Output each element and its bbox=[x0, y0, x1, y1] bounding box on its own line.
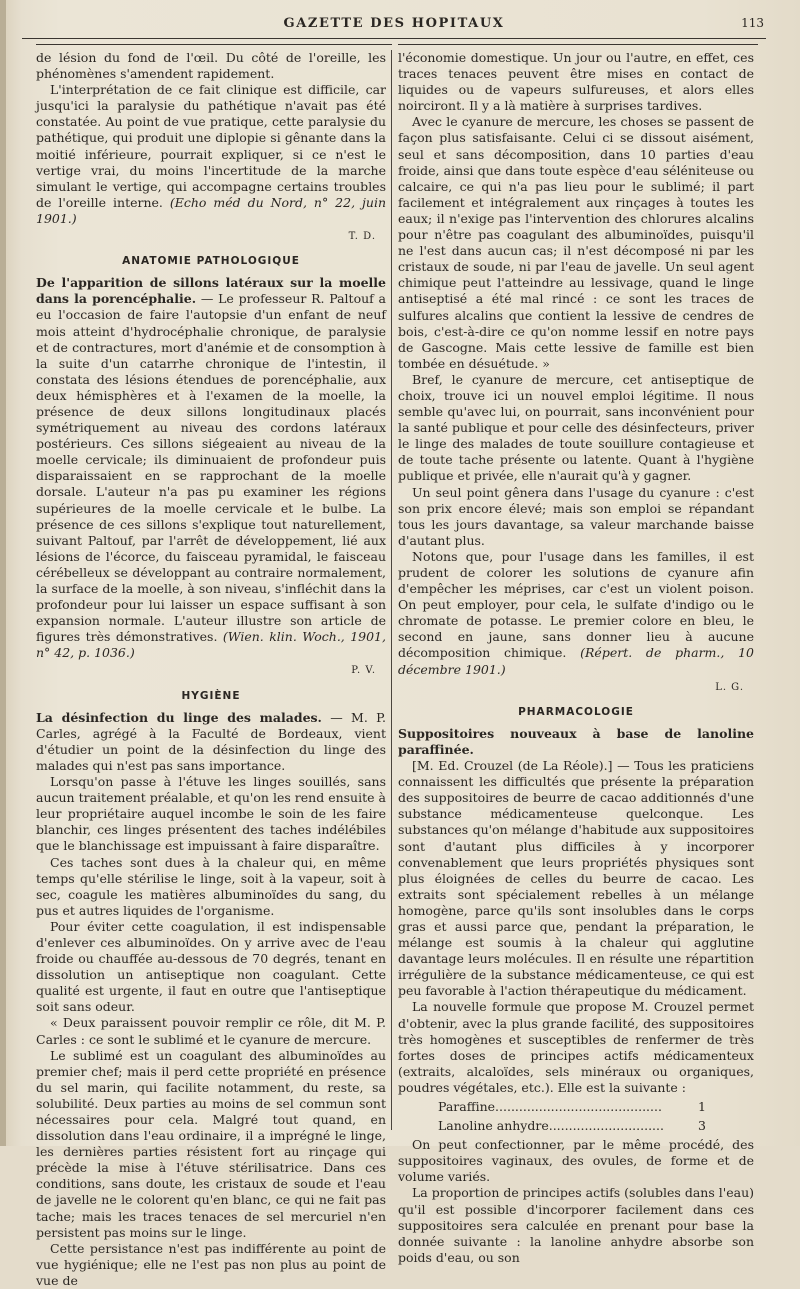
author-signature: T. D. bbox=[348, 231, 376, 243]
page-binding-edge bbox=[0, 0, 6, 1146]
paragraph: « Deux paraissent pouvoir remplir ce rôle, dit M. P. Carles : ce sont le sublimé et le cyanure de mercure. bbox=[36, 1015, 386, 1047]
left-column bbox=[36, 50, 386, 1289]
paragraph: Pour éviter cette coagulation, il est indispensable d'enlever ces albuminoïdes. On y arrive avec de l'eau froide ou chauffée au-dessous de 70 degrés, tenant en dissolution un antiseptique non coagulant. Cette qualité est urgente, il faut en outre que l'antiseptique soit sans odeur. bbox=[36, 918, 386, 1015]
page-header bbox=[22, 12, 766, 39]
formula-quantity: 1 bbox=[698, 1099, 706, 1114]
citation: (Echo méd du Nord, n° 22, juin 1901.) bbox=[36, 194, 386, 226]
paragraph: Cette persistance n'est pas indifférente au point de vue hygiénique; elle ne l'est pas non plus au point de vue de bbox=[36, 1240, 386, 1288]
formula-row bbox=[398, 1118, 754, 1134]
paragraph: Ces taches sont dues à la chaleur qui, en même temps qu'elle stérilise le linge, soit à la vapeur, soit à sec, coagule les matières albuminoïdes du sang, du pus et autres liquides de l'organisme. bbox=[36, 854, 386, 918]
paragraph: Lorsqu'on passe à l'étuve les linges souillés, sans aucun traitement préalable, et qu'on les rend ensuite à leur propriétaire auquel incombe le soin de les faire blanchir, ces linges présentent des taches indélébiles que le blanchissage est impuissant à faire disparaître. bbox=[36, 774, 386, 854]
author-signature: L. G. bbox=[715, 681, 744, 693]
formula-row bbox=[398, 1099, 754, 1115]
paragraph: Avec le cyanure de mercure, les choses se passent de façon plus satisfaisante. Celui ci se dissout aisément, seul et sans décomposition, dans 10 parties d'eau froide, ainsi que dans toute espèce d'eau séléniteuse ou calcaire, ce qui n'a pas lieu pour le sublimé; il part facilement et intégralement aux rinçages à toutes les eaux; il n'exige pas l'intervention des chlorures alcalins pour n'être pas coagulant des albuminoïdes, puisqu'il ne l'est dans aucun cas; il n'est décomposé ni par les cristaux de soude, ni par l'eau de javelle. Un seul agent chimique peut l'atteindre au lessivage, quand le linge antiseptisé a été mal rincé : ce sont les traces de sulfures alcalins que contient la lessive de cendres de bois, c'est-à-dire ce qu'on nomme lessif en notre pays de Gascogne. Mais cette lessive de famille est bien tombée en désuétude. » bbox=[398, 114, 754, 371]
article-title: La désinfection du linge des malades. bbox=[36, 709, 322, 725]
paragraph: [M. Ed. Crouzel (de La Réole).] — Tous les praticiens connaissent les difficultés que présente la préparation des suppositoires de beurre de cacao additionnés d'une substance médicamenteuse quelconque. Les substances qu'on mélange d'habitude aux suppositoires sont d'autant plus difficiles à y incorporer convenablement que leurs propriétés physiques sont plus éloignées de celles du beurre de cacao. Les extraits sont spécialement rebelles à un mélange homogène, parce qu'ils sont insolubles dans le corps gras et aussi parce que, pendant la préparation, le mélange est soumis à la chaleur qui agglutine davantage leurs molécules. Il en résulte une répartition irrégulière de la substance médicamenteuse, ce qui est peu favorable à l'action thérapeutique du médicament. bbox=[398, 758, 754, 999]
paragraph bbox=[36, 710, 386, 774]
column-divider bbox=[391, 50, 392, 1130]
section-heading: HYGIÈNE bbox=[181, 689, 241, 702]
paragraph: de lésion du fond de l'œil. Du côté de l'oreille, les phénomènes s'amendent rapidement. bbox=[36, 50, 386, 82]
citation: (Wien. klin. Woch., 1901, n° 42, p. 1036.) bbox=[36, 629, 386, 661]
paragraph-text: L'interprétation de ce fait clinique est difficile, car jusqu'ici la paralysie du pathétique n'avait pas été constatée. Au point de vue pratique, cette paralysie du pathétique, qui produit une diplopie si gênante dans la moitié inférieure, pourrait expliquer, si ce n'est le vertige vrai, du moins l'incertitude de la marche simulant le vertige, qui accompagne certains troubles de l'oreille interne. bbox=[36, 82, 386, 210]
formula-ingredient: Paraffine.......................................... bbox=[438, 1099, 662, 1114]
formula-quantity: 3 bbox=[698, 1118, 706, 1134]
paragraph: Le sublimé est un coagulant des albuminoïdes au premier chef; mais il perd cette propriété en présence du sel marin, qui facilite notamment, du reste, sa solubilité. Deux parties au moins de sel commun sont nécessaires pour cela. Malgré tout quand, en dissolution dans l'eau ordinaire, il a imprégné le linge, les dernières parties résistent fort au rinçage qui précède la mise à l'étuve stérilisatrice. Dans ces conditions, sans doute, les cristaux de soude et l'eau de javelle ne le colorent qu'en blanc, ce qui ne fait pas tache; mais les traces tenaces de sel mercuriel n'en persistent pas moins sur le linge. bbox=[36, 1047, 386, 1240]
paragraph: l'économie domestique. Un jour ou l'autre, en effet, ces traces tenaces peuvent être mises en contact de liquides ou de vapeurs sulfureuses, et alors elles noirciront. Il y a là matière à surprises tardives. bbox=[398, 50, 754, 114]
article-title: Suppositoires nouveaux à base de lanoline paraffinée. bbox=[398, 725, 754, 757]
article-title: De l'apparition de sillons latéraux sur la moelle dans la porencéphalie. bbox=[36, 275, 386, 307]
paragraph: On peut confectionner, par le même procédé, des suppositoires vaginaux, des ovules, de forme et de volume variés. bbox=[398, 1137, 754, 1185]
paragraph-text: Notons que, pour l'usage dans les familles, il est prudent de colorer les solutions de cyanure afin d'empêcher les méprises, car c'est un violent poison. On peut employer, pour cela, le sulfate d'indigo ou le chromate de potasse. Le premier colore en bleu, le second en jaune, sans donner lieu à aucune décomposition chimique. bbox=[398, 548, 754, 661]
paragraph: La proportion de principes actifs (solubles dans l'eau) qu'il est possible d'incorporer facilement dans ces suppositoires sera calculée en prenant pour base la donnée suivante : la lanoline anhydre absorbe son poids d'eau, ou son bbox=[398, 1185, 754, 1265]
paragraph: Bref, le cyanure de mercure, cet antiseptique de choix, trouve ici un nouvel emploi légitime. Il nous semble qu'avec lui, on pourrait, sans inconvénient pour la santé publique et pour celle des désinfecteurs, priver le linge des malades de toute souillure contagieuse et de toute tache présente ou latente. Quant à l'hygiène publique et privée, elle n'aurait qu'à y gagner. bbox=[398, 371, 754, 484]
paragraph-text: — M. P. Carles, agrégé à la Faculté de Bordeaux, vient d'étudier un point de la désinfection du linge des malades qui n'est pas sans importance. bbox=[36, 709, 386, 773]
page-number: 113 bbox=[741, 16, 764, 30]
citation: (Répert. de pharm., 10 décembre 1901.) bbox=[398, 645, 754, 677]
paragraph: Un seul point gênera dans l'usage du cyanure : c'est son prix encore élevé; mais son emploi se répandant tous les jours davantage, sa valeur marchande baisse d'autant plus. bbox=[398, 484, 754, 548]
section-heading: ANATOMIE PATHOLOGIQUE bbox=[122, 255, 300, 268]
formula-ingredient: Lanoline anhydre............................. bbox=[438, 1118, 664, 1134]
right-column bbox=[398, 50, 754, 1266]
paragraph bbox=[398, 726, 754, 758]
right-column-rule bbox=[398, 44, 758, 45]
paragraph: La nouvelle formule que propose M. Crouzel permet d'obtenir, avec la plus grande facilité, des suppositoires très homogènes et susceptibles de renfermer de très fortes doses de principes actifs médicamenteux (extraits, alcaloïdes, sels minéraux ou organiques, poudres végétales, etc.). Elle est la suivante : bbox=[398, 999, 754, 1095]
journal-title: GAZETTE DES HOPITAUX bbox=[283, 16, 505, 31]
paragraph-text: — Le professeur R. Paltouf a eu l'occasion de faire l'autopsie d'un enfant de neuf mois atteint d'hydrocéphalie chronique, de paralysie et de contractures, mort d'anémie et de consomption à la suite d'un catarrhe chronique de l'intestin, il constata des lésions étendues de porencéphalie, aux deux hémisphères et à l'examen de la moelle, la présence de deux sillons longitudinaux placés symétriquement au niveau des cordons latéraux postérieurs. Ces sillons siégeaient au niveau de la moelle cervicale; ils diminuaient de profondeur puis disparaissaient en se rapprochant de la moelle dorsale. L'auteur n'a pas pu examiner les régions supérieures de la moelle cervicale et le bulbe. La présence de ces sillons s'explique tout naturellement, suivant Paltouf, par l'arrêt de développement, lié aux lésions de l'écorce, du faisceau pyramidal, le faisceau cérébelleux se développant au contraire normalement, la surface de la moelle, à son niveau, s'infléchit dans la profondeur pour lui laisser un espace suffisant à son expansion normale. L'auteur illustre son article de figures très démonstratives. bbox=[36, 291, 386, 645]
paragraph bbox=[36, 82, 386, 227]
paragraph bbox=[36, 275, 386, 661]
author-signature: P. V. bbox=[351, 665, 376, 677]
section-heading: PHARMACOLOGIE bbox=[518, 705, 634, 718]
paragraph bbox=[398, 549, 754, 678]
left-column-rule bbox=[36, 44, 392, 45]
